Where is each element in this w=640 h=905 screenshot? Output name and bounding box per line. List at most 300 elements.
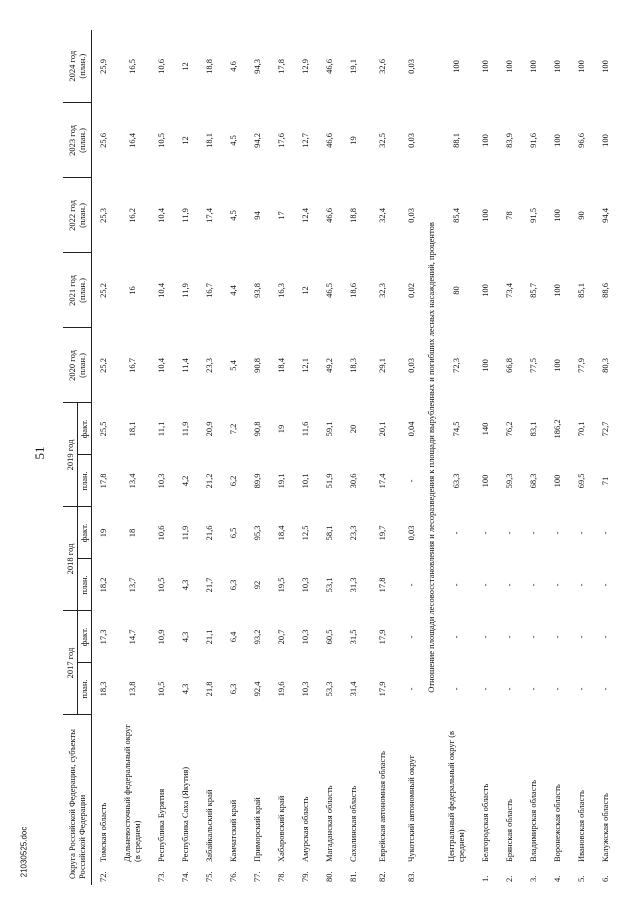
- cell-value: 11,1: [156, 421, 166, 437]
- table-row: [115, 30, 149, 885]
- table-row: [569, 30, 593, 885]
- cell-value: -: [504, 635, 514, 639]
- cell-value: 17,8: [98, 473, 109, 489]
- cell-value: 30,6: [348, 473, 358, 489]
- cell-value: 18,4: [276, 525, 286, 541]
- row-region-name: Калужская область: [600, 793, 610, 862]
- section-header: [423, 30, 439, 885]
- cell-value: 16,4: [127, 133, 137, 148]
- cell-value: 17,4: [377, 473, 387, 489]
- cell-value: 4,3: [180, 631, 190, 643]
- cell-value: -: [552, 583, 562, 587]
- cell-value: 72,3: [451, 358, 461, 373]
- row-region-name: Чукотский автономный округ: [406, 754, 416, 862]
- cell-value: 25,9: [98, 59, 109, 74]
- cell-value: 19: [348, 136, 358, 145]
- cell-value: -: [528, 583, 538, 587]
- cell-value: 94: [252, 211, 262, 220]
- cell-value: -: [600, 687, 610, 691]
- cell-value: 32,5: [377, 133, 387, 148]
- cell-value: 100: [480, 359, 490, 372]
- cell-value: 19,1: [276, 473, 286, 489]
- cell-value: 32,6: [377, 59, 387, 74]
- cell-value: 13,4: [127, 473, 137, 489]
- cell-value: 10,6: [156, 525, 166, 541]
- cell-value: 100: [480, 474, 490, 488]
- cell-value: 10,4: [156, 283, 166, 298]
- cell-value: 10,4: [156, 358, 166, 373]
- cell-value: 31,5: [348, 629, 358, 645]
- cell-value: 91,5: [528, 208, 538, 223]
- cell-value: 100: [600, 134, 610, 147]
- header-plan-2021: 2021 год (план.): [63, 253, 91, 328]
- cell-value: 18,6: [348, 283, 358, 298]
- table-row: [293, 30, 317, 885]
- cell-value: 12: [180, 62, 190, 71]
- cell-value: 83,9: [504, 133, 514, 148]
- cell-value: 58,1: [324, 525, 334, 541]
- row-region-name: Брянская область: [504, 799, 514, 862]
- cell-value: 18,8: [348, 208, 358, 223]
- cell-value: 100: [600, 60, 610, 73]
- cell-value: 4,6: [228, 61, 238, 72]
- cell-value: 19,1: [348, 59, 358, 74]
- cell-value: -: [451, 583, 461, 587]
- cell-value: 80,3: [600, 358, 610, 373]
- cell-value: 100: [480, 60, 490, 73]
- row-region-name: Еврейская автономная область: [377, 751, 387, 862]
- cell-value: 69,5: [576, 473, 586, 489]
- cell-value: 100: [504, 60, 514, 73]
- cell-value: 92: [252, 580, 262, 590]
- cell-value: 18,4: [276, 358, 286, 373]
- cell-value: -: [528, 635, 538, 639]
- cell-value: -: [552, 687, 562, 691]
- cell-value: 12: [180, 136, 190, 145]
- table-row: [245, 30, 269, 885]
- table-row: [399, 30, 423, 885]
- cell-value: 10,5: [156, 577, 166, 593]
- table-row: [269, 30, 293, 885]
- cell-value: 100: [451, 60, 461, 73]
- cell-value: 92,4: [252, 681, 262, 697]
- cell-value: 53,3: [324, 681, 334, 697]
- cell-value: 71: [600, 476, 610, 486]
- cell-value: 16,7: [204, 283, 214, 298]
- row-region-name: Центральный федеральный округ (в среднем): [446, 730, 466, 862]
- cell-value: 19,6: [276, 681, 286, 697]
- cell-value: 10,1: [300, 473, 310, 489]
- header-fact: факт.: [77, 507, 91, 559]
- cell-value: 21,1: [204, 629, 214, 645]
- cell-value: 0,04: [406, 421, 416, 437]
- cell-value: 90,8: [252, 421, 262, 437]
- cell-value: 4,5: [228, 135, 238, 146]
- cell-value: 0,02: [406, 283, 416, 298]
- cell-value: 0,03: [406, 525, 416, 541]
- table-row: [317, 30, 341, 885]
- cell-value: -: [528, 531, 538, 535]
- cell-value: 18,1: [127, 421, 137, 437]
- cell-value: 17,9: [377, 681, 387, 697]
- cell-value: 11,9: [180, 421, 190, 437]
- row-region-name: Амурская область: [300, 796, 310, 862]
- cell-value: -: [480, 583, 490, 587]
- cell-value: -: [576, 531, 586, 535]
- row-region-name: Воронежская область: [552, 784, 562, 862]
- table-row: [173, 30, 197, 885]
- cell-value: 18,8: [204, 59, 214, 74]
- cell-value: 10,3: [300, 629, 310, 645]
- row-number: 74.: [180, 871, 190, 882]
- cell-value: 25,3: [98, 208, 109, 223]
- cell-value: 11,9: [180, 283, 190, 298]
- rotated-table-container: [63, 30, 613, 885]
- page-number: 51: [32, 446, 47, 460]
- cell-value: 6,4: [228, 631, 238, 643]
- cell-value: 53,1: [324, 577, 334, 593]
- cell-value: 21,8: [204, 681, 214, 697]
- cell-value: 100: [528, 60, 538, 73]
- row-region-name: Забайкальский край: [204, 789, 214, 862]
- row-number: 3.: [528, 875, 538, 882]
- cell-value: -: [406, 583, 416, 587]
- row-number: 2.: [504, 875, 514, 882]
- row-number: 79.: [300, 871, 310, 882]
- cell-value: 94,4: [600, 208, 610, 223]
- cell-value: 70,1: [576, 421, 586, 437]
- header-plan: план.: [77, 455, 91, 507]
- cell-value: 76,2: [504, 421, 514, 437]
- cell-value: 23,3: [204, 358, 214, 373]
- cell-value: 12,4: [300, 208, 310, 223]
- cell-value: 10,3: [300, 681, 310, 697]
- cell-value: -: [406, 479, 416, 483]
- cell-value: -: [406, 687, 416, 691]
- table-row: [521, 30, 545, 885]
- cell-value: -: [451, 687, 461, 691]
- cell-value: 16,7: [127, 358, 137, 373]
- cell-value: 6,5: [228, 527, 238, 539]
- cell-value: 100: [480, 209, 490, 222]
- cell-value: 100: [576, 60, 586, 73]
- cell-value: -: [504, 531, 514, 535]
- cell-value: 25,6: [98, 133, 109, 148]
- row-region-name: Приморский край: [252, 797, 262, 862]
- cell-value: 49,2: [324, 358, 334, 373]
- header-year-2019: 2019 год: [63, 403, 77, 507]
- cell-value: 4,5: [228, 210, 238, 221]
- cell-value: 46,6: [324, 59, 334, 74]
- cell-value: 4,4: [228, 285, 238, 296]
- cell-value: 85,4: [451, 208, 461, 223]
- row-number: 72.: [98, 871, 109, 882]
- row-region-name: Дальневосточный федеральный округ (в среднем): [122, 724, 142, 862]
- cell-value: 10,3: [156, 473, 166, 489]
- cell-value: 100: [552, 359, 562, 372]
- cell-value: 90,8: [252, 358, 262, 373]
- cell-value: 88,1: [451, 133, 461, 148]
- cell-value: 80: [451, 286, 461, 295]
- row-number: 82.: [377, 871, 387, 882]
- cell-value: 17,8: [377, 577, 387, 593]
- table-body-reforestation: [439, 30, 617, 885]
- cell-value: 16,2: [127, 208, 137, 223]
- cell-value: 10,4: [156, 208, 166, 223]
- cell-value: 11,4: [180, 358, 190, 373]
- cell-value: 59,1: [324, 421, 334, 437]
- cell-value: 21,6: [204, 525, 214, 541]
- table-row: [341, 30, 365, 885]
- header-year-2018: 2018 год: [63, 507, 77, 611]
- cell-value: 18: [127, 528, 137, 538]
- row-region-name: Республика Бурятия: [156, 788, 166, 862]
- cell-value: 31,3: [348, 577, 358, 593]
- row-number: 81.: [348, 871, 358, 882]
- row-region-name: Магаданская область: [324, 785, 334, 862]
- table-row: [439, 30, 473, 885]
- cell-value: 66,8: [504, 358, 514, 373]
- cell-value: 74,5: [451, 421, 461, 437]
- cell-value: 94,2: [252, 133, 262, 148]
- cell-value: -: [451, 635, 461, 639]
- cell-value: -: [528, 687, 538, 691]
- cell-value: 63,3: [451, 473, 461, 489]
- header-plan-2023: 2023 год (план.): [63, 103, 91, 178]
- row-region-name: Томская область: [98, 802, 109, 862]
- cell-value: 89,9: [252, 473, 262, 489]
- cell-value: 25,2: [98, 283, 109, 298]
- table-row: [545, 30, 569, 885]
- row-region-name: Камчатский край: [228, 799, 238, 862]
- cell-value: -: [600, 635, 610, 639]
- cell-value: 19: [98, 528, 109, 538]
- row-number: 5.: [576, 875, 586, 882]
- cell-value: 11,9: [180, 208, 190, 223]
- cell-value: 6,3: [228, 579, 238, 591]
- cell-value: 100: [480, 284, 490, 297]
- cell-value: 0,03: [406, 133, 416, 148]
- cell-value: -: [451, 531, 461, 535]
- row-number: 75.: [204, 871, 214, 882]
- header-region: Округа Российской Федерации, субъекты Российской Федерации: [63, 715, 91, 885]
- cell-value: 186,2: [552, 419, 562, 439]
- row-number: 80.: [324, 871, 334, 882]
- cell-value: -: [480, 531, 490, 535]
- cell-value: 4,3: [180, 683, 190, 695]
- cell-value: 14,7: [127, 629, 137, 645]
- cell-value: 100: [480, 134, 490, 147]
- cell-value: 10,5: [156, 133, 166, 148]
- table-row: [497, 30, 521, 885]
- cell-value: 100: [552, 134, 562, 147]
- cell-value: 21,7: [204, 577, 214, 593]
- table-row: [365, 30, 399, 885]
- cell-value: 4,3: [180, 579, 190, 591]
- cell-value: 21,2: [204, 473, 214, 489]
- cell-value: 17,6: [276, 133, 286, 148]
- header-fact: факт.: [77, 611, 91, 663]
- cell-value: 17,4: [204, 208, 214, 223]
- cell-value: 18,3: [98, 681, 109, 697]
- cell-value: -: [504, 583, 514, 587]
- cell-value: 85,1: [576, 283, 586, 298]
- cell-value: 17,9: [377, 629, 387, 645]
- table-row: [221, 30, 245, 885]
- cell-value: 59,3: [504, 473, 514, 489]
- cell-value: 100: [552, 60, 562, 73]
- cell-value: 16,5: [127, 59, 137, 74]
- row-number: 76.: [228, 871, 238, 882]
- cell-value: 12,9: [300, 59, 310, 74]
- row-number: 1.: [480, 875, 490, 882]
- cell-value: 32,4: [377, 208, 387, 223]
- row-region-name: Белгородская область: [480, 783, 490, 862]
- cell-value: 19,5: [276, 577, 286, 593]
- cell-value: -: [576, 583, 586, 587]
- cell-value: 18,2: [98, 577, 109, 593]
- cell-value: -: [600, 531, 610, 535]
- cell-value: 77,9: [576, 358, 586, 373]
- cell-value: 94,3: [252, 59, 262, 74]
- cell-value: 83,1: [528, 421, 538, 437]
- row-number: 73.: [156, 871, 166, 882]
- cell-value: 51,9: [324, 473, 334, 489]
- cell-value: 29,1: [377, 358, 387, 373]
- cell-value: 96,6: [576, 133, 586, 148]
- cell-value: 72,7: [600, 421, 610, 437]
- cell-value: -: [480, 635, 490, 639]
- cell-value: 25,5: [98, 421, 109, 437]
- cell-value: 13,7: [127, 577, 137, 593]
- row-number: 78.: [276, 871, 286, 882]
- table-row: [593, 30, 617, 885]
- row-number: [439, 863, 473, 885]
- header-year-2017: 2017 год: [63, 611, 77, 715]
- cell-value: 32,3: [377, 283, 387, 298]
- cell-value: -: [480, 687, 490, 691]
- cell-value: 0,03: [406, 358, 416, 373]
- cell-value: -: [576, 635, 586, 639]
- cell-value: 20,7: [276, 629, 286, 645]
- header-plan: план.: [77, 559, 91, 611]
- cell-value: 19: [276, 424, 286, 434]
- row-number: 77.: [252, 871, 262, 882]
- cell-value: 100: [552, 474, 562, 488]
- cell-value: 68,3: [528, 473, 538, 489]
- cell-value: 16,3: [276, 283, 286, 298]
- cell-value: -: [576, 687, 586, 691]
- cell-value: 73,4: [504, 283, 514, 298]
- cell-value: 77,5: [528, 358, 538, 373]
- cell-value: -: [406, 635, 416, 639]
- row-region-name: Республика Саха (Якутия): [180, 766, 190, 862]
- cell-value: 20,1: [377, 421, 387, 437]
- cell-value: 17,3: [98, 629, 109, 645]
- cell-value: 12,5: [300, 525, 310, 541]
- cell-value: 6,2: [228, 475, 238, 487]
- row-region-name: Владимирская область: [528, 779, 538, 862]
- header-plan: план.: [77, 663, 91, 715]
- cell-value: 18,1: [204, 133, 214, 148]
- row-region-name: Хабаровский край: [276, 795, 286, 862]
- cell-value: 140: [480, 422, 490, 436]
- section-title: Отношение площади лесовосстановления и лесоразведения к площади вырубленных и погибших лесных насаждений, процентов: [426, 222, 436, 693]
- header-plan-2022: 2022 год (план.): [63, 178, 91, 253]
- cell-value: 11,9: [180, 525, 190, 541]
- table-row: [149, 30, 173, 885]
- cell-value: 10,9: [156, 629, 166, 645]
- row-region-name: Сахалинская область: [348, 785, 358, 862]
- cell-value: 0,03: [406, 59, 416, 74]
- cell-value: 11,6: [300, 421, 310, 437]
- cell-value: 18,3: [348, 358, 358, 373]
- header-plan-2024: 2024 год (план.): [63, 30, 91, 103]
- cell-value: 46,6: [324, 208, 334, 223]
- cell-value: 10,6: [156, 59, 166, 74]
- cell-value: -: [552, 531, 562, 535]
- cell-value: 12,1: [300, 358, 310, 373]
- cell-value: 4,2: [180, 475, 190, 487]
- cell-value: 5,4: [228, 360, 238, 371]
- header-plan-2020: 2020 год (план.): [63, 328, 91, 403]
- cell-value: 12,7: [300, 133, 310, 148]
- cell-value: 78: [504, 211, 514, 220]
- cell-value: 19,7: [377, 525, 387, 541]
- cell-value: 100: [552, 209, 562, 222]
- cell-value: 88,6: [600, 283, 610, 298]
- table-row: [91, 30, 115, 885]
- cell-value: -: [552, 635, 562, 639]
- cell-value: 85,7: [528, 283, 538, 298]
- row-number: 6.: [600, 875, 610, 882]
- cell-value: 20: [348, 424, 358, 434]
- cell-value: 46,6: [324, 133, 334, 148]
- cell-value: -: [504, 687, 514, 691]
- cell-value: -: [600, 583, 610, 587]
- cell-value: 12: [300, 286, 310, 295]
- row-number: 83.: [406, 871, 416, 882]
- cell-value: 93,2: [252, 629, 262, 645]
- cell-value: 100: [552, 284, 562, 297]
- cell-value: 10,5: [156, 681, 166, 697]
- data-table: [63, 30, 617, 885]
- cell-value: 46,5: [324, 283, 334, 298]
- table-row: [197, 30, 221, 885]
- header-fact: факт.: [77, 403, 91, 455]
- cell-value: 60,5: [324, 629, 334, 645]
- cell-value: 0,03: [406, 208, 416, 223]
- cell-value: 7,2: [228, 423, 238, 435]
- table-body-forest-share: [91, 30, 423, 885]
- document-filename: 21030525.doc: [19, 826, 29, 878]
- row-number: [115, 863, 149, 885]
- cell-value: 93,8: [252, 283, 262, 298]
- cell-value: 20,9: [204, 421, 214, 437]
- row-number: 4.: [552, 875, 562, 882]
- cell-value: 6,3: [228, 683, 238, 695]
- cell-value: 16: [127, 286, 137, 295]
- cell-value: 17: [276, 211, 286, 220]
- row-region-name: Ивановская область: [576, 790, 586, 862]
- cell-value: 91,6: [528, 133, 538, 148]
- cell-value: 90: [576, 211, 586, 220]
- cell-value: 10,3: [300, 577, 310, 593]
- cell-value: 31,4: [348, 681, 358, 697]
- cell-value: 95,3: [252, 525, 262, 541]
- cell-value: 25,2: [98, 358, 109, 373]
- cell-value: 13,8: [127, 681, 137, 697]
